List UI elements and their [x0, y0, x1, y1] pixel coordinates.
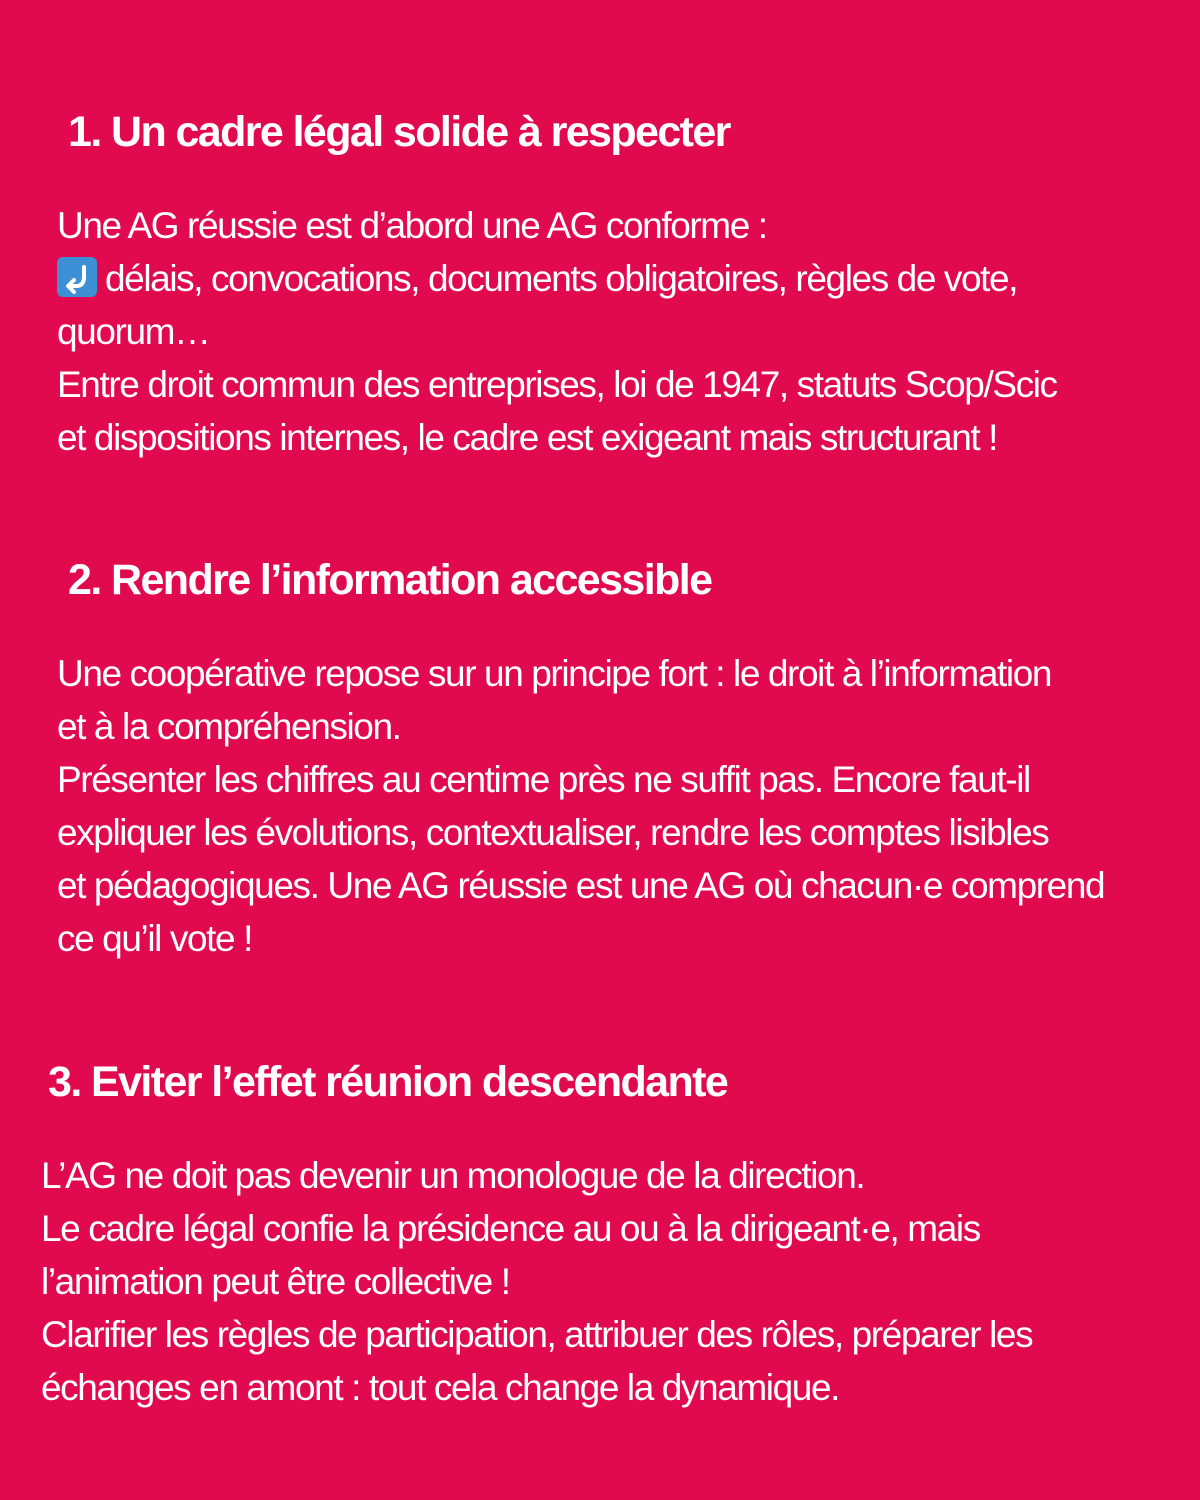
section-2-line-1: Une coopérative repose sur un principe fort : le droit à l’information — [57, 653, 1052, 694]
section-2-line-3: Présenter les chiffres au centime près ne suffit pas. Encore faut-il — [57, 759, 1030, 800]
section-2-body — [57, 647, 1104, 965]
section-2-line-5: et pédagogiques. Une AG réussie est une AG où chacun·e comprend — [57, 865, 1105, 906]
section-2-line-6: ce qu’il vote ! — [57, 918, 252, 959]
section-3-line-4: Clarifier les règles de participation, attribuer des rôles, préparer les — [41, 1314, 1033, 1355]
section-1-line-2: délais, convocations, documents obligatoires, règles de vote, — [105, 258, 1018, 299]
section-1-title: 1. Un cadre légal solide à respecter — [68, 108, 730, 156]
section-1-line-4: Entre droit commun des entreprises, loi de 1947, statuts Scop/Scic — [57, 364, 1057, 405]
section-1-line-2-wrapper — [57, 252, 1057, 305]
section-2-title: 2. Rendre l’information accessible — [68, 556, 712, 604]
section-2-line-2: et à la compréhension. — [57, 706, 401, 747]
section-2-line-4: expliquer les évolutions, contextualiser, rendre les comptes lisibles — [57, 812, 1049, 853]
section-1-line-3: quorum… — [57, 311, 210, 352]
section-1-line-5: et dispositions internes, le cadre est exigeant mais structurant ! — [57, 417, 998, 458]
section-3-line-1: L’AG ne doit pas devenir un monologue de la direction. — [41, 1155, 865, 1196]
section-3-title: 3. Eviter l’effet réunion descendante — [48, 1058, 728, 1106]
right-arrow-curving-left-icon — [57, 257, 97, 297]
section-3-line-5: échanges en amont : tout cela change la dynamique. — [41, 1367, 840, 1408]
section-3-line-2: Le cadre légal confie la présidence au ou à la dirigeant·e, mais — [41, 1208, 980, 1249]
section-3-body — [41, 1149, 1032, 1414]
section-3-line-3: l’animation peut être collective ! — [41, 1261, 510, 1302]
section-1-body — [57, 199, 1057, 464]
section-1-line-1: Une AG réussie est d’abord une AG conforme : — [57, 205, 767, 246]
